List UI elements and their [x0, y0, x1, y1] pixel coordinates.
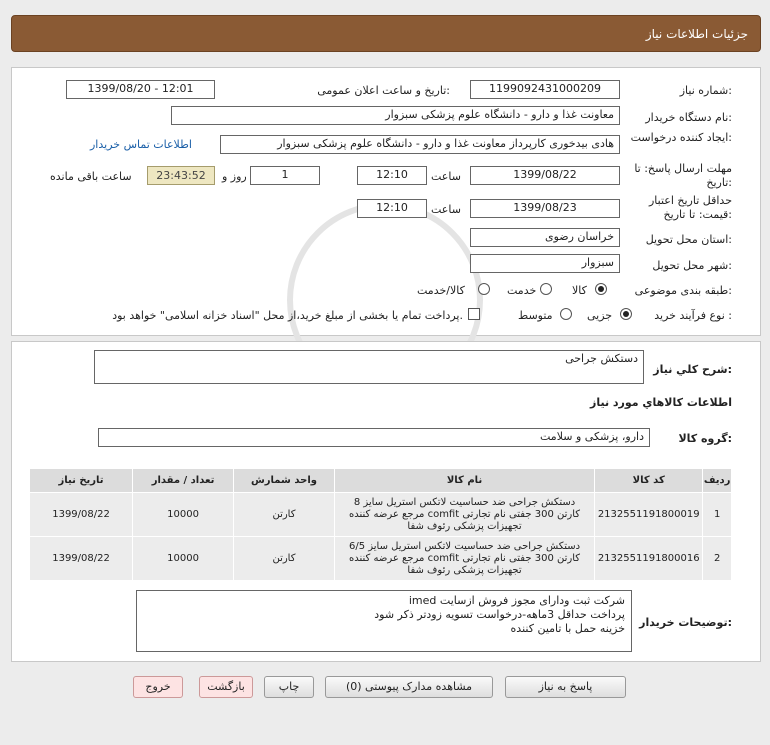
cell-unit: کارتن [234, 493, 335, 537]
category-option-goods: کالا [572, 284, 587, 297]
group-field: دارو، پزشکی و سلامت [98, 428, 650, 447]
goods-table [29, 468, 732, 581]
cell-name-line: دستکش جراحی ضد حساسیت لاتکس استریل سایز 8 [353, 496, 576, 508]
contact-buyer-link[interactable]: اطلاعات تماس خریدار [90, 138, 192, 151]
need-number-field: 1199092431000209 [470, 80, 620, 99]
cell-unit: کارتن [234, 537, 335, 581]
days-label: روز و [222, 170, 247, 183]
col-qty: تعداد / مقدار [133, 469, 234, 493]
buyer-org-label: نام دستگاه خریدار: [645, 111, 732, 124]
col-row: ردیف [703, 469, 732, 493]
deadline-label: مهلت ارسال پاسخ: تا تاریخ: [634, 162, 732, 189]
buyer-org-field: معاونت غذا و دارو - دانشگاه علوم پزشکی سبزوار [171, 106, 620, 125]
cell-name-line: کارتن 300 جفتی نام تجارتی comfit مرجع عرضه کننده [349, 552, 581, 564]
notes-line: خزینه حمل با تامین کننده [510, 622, 625, 635]
remaining-label: ساعت باقی مانده [50, 170, 132, 183]
page-title: جزئیات اطلاعات نیاز [645, 27, 748, 41]
days-field: 1 [250, 166, 320, 185]
print-button[interactable]: چاپ [264, 676, 314, 698]
desc-label: شرح کلي نياز: [653, 363, 732, 376]
category-radio-both[interactable] [478, 283, 490, 295]
category-label: طبقه بندی موضوعی: [634, 284, 732, 297]
desc-field: دستکش جراحی [94, 350, 644, 384]
process-option-medium: متوسط [518, 309, 553, 322]
validity-date-field: 1399/08/23 [470, 199, 620, 218]
validity-time-label: ساعت [431, 203, 461, 216]
need-number-label: شماره نیاز: [679, 84, 732, 97]
goods-section-title: اطلاعات کالاهاي مورد نياز [590, 396, 732, 409]
creator-label: ایجاد کننده درخواست: [630, 131, 732, 144]
group-label: گروه کالا: [678, 432, 732, 445]
view-docs-button[interactable]: مشاهده مدارک پیوستی (0) [325, 676, 493, 698]
deadline-time-label: ساعت [431, 170, 461, 183]
treasury-text: پرداخت تمام یا بخشی از مبلغ خرید،از محل "اسناد خزانه اسلامی" خواهد بود. [112, 309, 463, 322]
deadline-date-field: 1399/08/22 [470, 166, 620, 185]
notes-box [136, 590, 632, 652]
back-button[interactable]: بازگشت [199, 676, 253, 698]
notes-label: توضیحات خریدار: [639, 616, 732, 629]
announce-label: تاریخ و ساعت اعلان عمومی: [317, 84, 450, 97]
cell-code: 2132551191800019 [595, 493, 703, 537]
cell-row: 1 [703, 493, 732, 537]
validity-label: حداقل تاریخ اعتبار قیمت: تا تاریخ: [648, 194, 732, 221]
city-label: شهر محل تحویل: [652, 259, 732, 272]
cell-code: 2132551191800016 [595, 537, 703, 581]
notes-line: شرکت ثبت ودارای مجوز فروش ازسایت imed [408, 594, 625, 607]
table-row [30, 493, 732, 537]
process-radio-medium[interactable] [560, 308, 572, 320]
treasury-checkbox[interactable] [468, 308, 480, 320]
process-radio-minor[interactable] [620, 308, 632, 320]
table-row [30, 537, 732, 581]
col-code: کد کالا [595, 469, 703, 493]
col-date: تاریخ نیاز [30, 469, 133, 493]
announce-field: 1399/08/20 - 12:01 [66, 80, 215, 99]
cell-row: 2 [703, 537, 732, 581]
process-label: نوع فرآیند خرید : [654, 309, 732, 322]
table-header-row [30, 469, 732, 493]
cell-name-line: تجهیزات پزشکی رئوف شفا [407, 564, 522, 576]
cell-name-line: تجهیزات پزشکی رئوف شفا [407, 520, 522, 532]
province-label: استان محل تحویل: [645, 233, 732, 246]
cell-date: 1399/08/22 [30, 493, 133, 537]
process-option-minor: جزیی [587, 309, 613, 322]
reply-button[interactable]: پاسخ به نیاز [505, 676, 626, 698]
cell-name [334, 493, 594, 537]
category-radio-goods[interactable] [595, 283, 607, 295]
category-radio-service[interactable] [540, 283, 552, 295]
province-field: خراسان رضوی [470, 228, 620, 247]
deadline-time-field: 12:10 [357, 166, 427, 185]
remaining-timer: 23:43:52 [147, 166, 215, 185]
exit-button[interactable]: خروج [133, 676, 183, 698]
city-field: سبزوار [470, 254, 620, 273]
col-unit: واحد شمارش [234, 469, 335, 493]
category-option-service: خدمت [507, 284, 537, 297]
creator-field: هادی بیدخوری کارپرداز معاونت غذا و دارو - دانشگاه علوم پزشکی سبزوار [220, 135, 620, 154]
category-option-both: کالا/خدمت [417, 284, 465, 297]
page-header [11, 15, 761, 52]
validity-time-field: 12:10 [357, 199, 427, 218]
notes-line: پرداخت حداقل 3ماهه-درخواست تسویه زودتر ذکر شود [374, 608, 625, 621]
cell-name [334, 537, 594, 581]
cell-qty: 10000 [133, 493, 234, 537]
col-name: نام کالا [334, 469, 594, 493]
cell-qty: 10000 [133, 537, 234, 581]
cell-name-line: دستکش جراحی ضد حساسیت لاتکس استریل سایز 6/5 [348, 540, 581, 552]
cell-name-line: کارتن 300 جفتی نام تجارتی comfit مرجع عرضه کننده [349, 508, 581, 520]
cell-date: 1399/08/22 [30, 537, 133, 581]
